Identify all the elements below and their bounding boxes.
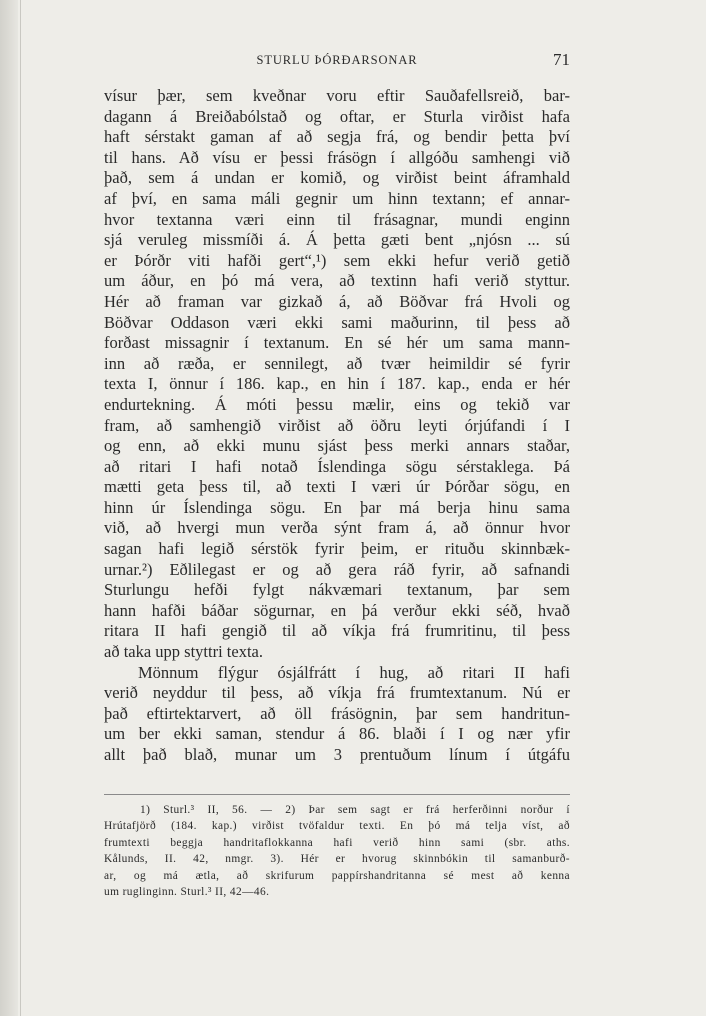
text-line: allt það blað, munar um 3 prentuðum línum í útgáfu xyxy=(104,745,570,764)
text-line: við, að hvergi mun verða sýnt fram á, að önnur hvor xyxy=(104,518,570,538)
text-line: hann hafði báðar sögurnar, en þá verður ekki séð, hvað xyxy=(104,600,570,620)
text-line: inn að ræða, er sennilegt, að tvær heimildir sé fyrir xyxy=(104,353,570,373)
text-line: haft sérstakt gaman af að segja frá, og bendir þetta því xyxy=(104,127,570,147)
text-line: hinn úr Íslendinga sögu. En þar má berja hinu sama xyxy=(104,497,570,517)
text-line: að ritari I hafi notað Íslendinga sögu sérstaklega. Þá xyxy=(104,456,570,476)
text-line: dagann á Breiðabólstað og oftar, er Sturla virðist hafa xyxy=(104,106,570,126)
footnote-line: um ruglinginn. Sturl.³ II, 42—46. xyxy=(104,886,270,899)
text-line: forðast missagnir í textanum. En sé hér um sama mann- xyxy=(104,333,570,353)
text-line: ritara II hafi gengið til að víkja frá frumritinu, til þess xyxy=(104,621,570,641)
text-line: sagan hafi legið sérstök fyrir þeim, er rituðu skinnbæk- xyxy=(104,539,570,559)
text-line: um áður, en þó má vera, að textinn hafi verið styttur. xyxy=(104,271,570,291)
text-line: endurtekning. Á móti þessu mælir, eins og tekið var xyxy=(104,394,570,414)
text-line: fram, að samhengið virðist að öðru leyti órjúfandi í I xyxy=(104,415,570,435)
page-number: 71 xyxy=(553,50,570,69)
footnote-line: 1) Sturl.³ II, 56. — 2) Þar sem sagt er frá herferðinni norður í xyxy=(140,804,570,816)
footnote-divider xyxy=(104,794,570,795)
text-line: til hans. Að vísu er þessi frásögn í allgóðu samhengi við xyxy=(104,147,570,167)
text-line: Sturlungu hefði fylgt nákvæmari textanum, þar sem xyxy=(104,580,570,600)
body-text xyxy=(104,86,570,766)
footnotes xyxy=(104,802,570,900)
text-line: vísur þær, sem kveðnar voru eftir Sauðafellsreið, bar- xyxy=(104,86,570,105)
paragraph-start-line: Mönnum flýgur ósjálfrátt í hug, að ritari II hafi xyxy=(138,662,570,682)
text-line: urnar.²) Eðlilegast er og að gera ráð fyrir, að safnandi xyxy=(104,559,570,579)
text-line: um ber ekki saman, stendur á 86. blaði í I og nær yfir xyxy=(104,724,570,744)
text-line: mætti geta þess til, að texti I væri úr Þórðar sögu, en xyxy=(104,477,570,497)
text-line: af því, en sama máli gegnir um hinn textann; ef annar- xyxy=(104,188,570,208)
text-line: það, sem á undan er komið, og virðist beint áframhald xyxy=(104,168,570,188)
running-title: STURLU ÞÓRÐARSONAR xyxy=(256,53,418,67)
text-line: er Þórðr viti hafði gert“,¹) sem ekki hefur verið getið xyxy=(104,250,570,270)
text-line: Böðvar Oddason væri ekki sami maðurinn, til þess að xyxy=(104,312,570,332)
page-header xyxy=(104,50,570,74)
footnote-line: frumtexti beggja handritaflokkanna hafi verið hinn sami (sbr. aths. xyxy=(104,836,570,849)
text-line: verið neyddur til þess, að víkja frá frumtextanum. Nú er xyxy=(104,683,570,703)
text-line: það eftirtektarvert, að öll frásögnin, þar sem handritun- xyxy=(104,703,570,723)
text-line: sjá veruleg missmíði á. Á þetta gæti bent „njósn ... sú xyxy=(104,230,570,250)
paragraph-end-line: að taka upp styttri texta. xyxy=(104,642,263,662)
footnote-line: ar, og má ætla, að skrifurum pappírshandritanna sé mest að kenna xyxy=(104,869,570,882)
gutter-edge xyxy=(20,0,21,1016)
footnote-line: Hrútafjörð (184. kap.) virðist tvöfaldur texti. En þó má telja víst, að xyxy=(104,820,570,833)
footnote-line: Kålunds, II. 42, nmgr. 3). Hér er hvorug skinnbókin til samanburð- xyxy=(104,853,570,866)
text-line: texta I, önnur í 186. kap., en hin í 187. kap., enda er hér xyxy=(104,374,570,394)
text-line: hvor textanna væri einn til frásagnar, mundi enginn xyxy=(104,209,570,229)
text-line: Hér að framan var gizkað á, að Böðvar frá Hvoli og xyxy=(104,291,570,311)
text-line: og enn, að ekki munu sjást þess merki annars staðar, xyxy=(104,436,570,456)
binding-gutter xyxy=(0,0,18,1016)
